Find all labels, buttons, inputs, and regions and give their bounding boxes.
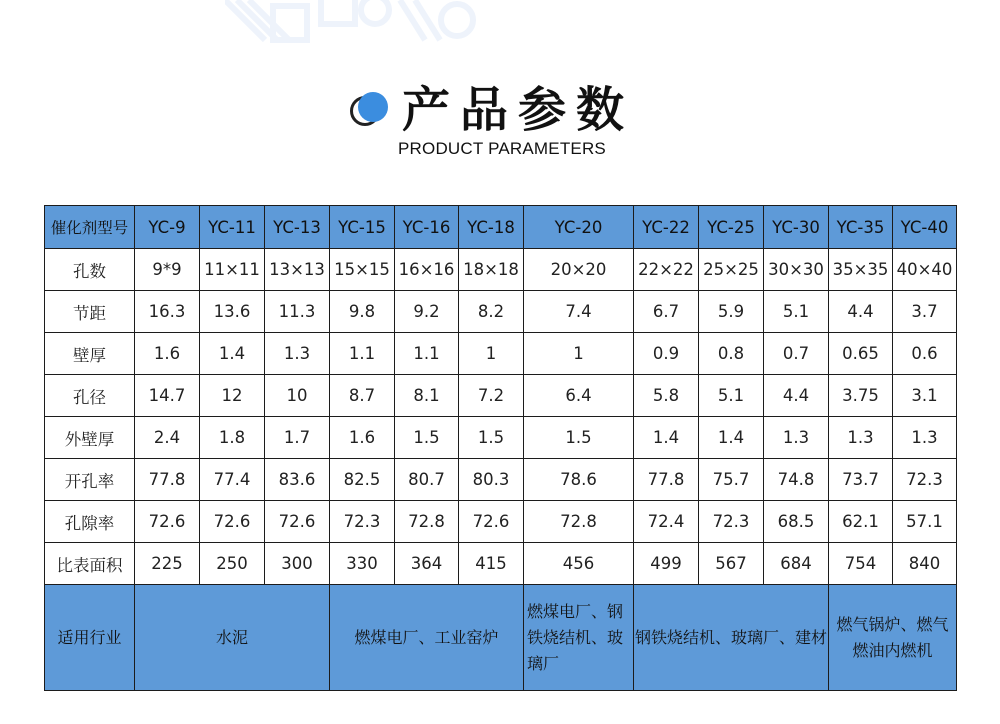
- table-cell: 0.9: [634, 333, 699, 375]
- table-cell: 1.4: [634, 417, 699, 459]
- table-cell: 1.7: [265, 417, 330, 459]
- table-cell: 16.3: [135, 291, 200, 333]
- row-label: 节距: [45, 291, 135, 333]
- table-cell: 80.7: [395, 459, 459, 501]
- table-cell: 3.7: [893, 291, 957, 333]
- table-row: [45, 249, 957, 291]
- table-cell: 4.4: [764, 375, 829, 417]
- row-label: 开孔率: [45, 459, 135, 501]
- table-row: [45, 501, 957, 543]
- table-cell: 11.3: [265, 291, 330, 333]
- table-cell: 14.7: [135, 375, 200, 417]
- table-cell: 330: [330, 543, 395, 585]
- table-cell: 72.6: [459, 501, 524, 543]
- table-cell: 499: [634, 543, 699, 585]
- table-cell: 57.1: [893, 501, 957, 543]
- table-cell: 0.8: [699, 333, 764, 375]
- table-cell: 12: [200, 375, 265, 417]
- table-cell: 250: [200, 543, 265, 585]
- decorative-circuit-pattern: [225, 0, 485, 48]
- table-header-cell: YC-11: [200, 206, 265, 249]
- table-header-cell: YC-35: [829, 206, 893, 249]
- table-cell: 8.7: [330, 375, 395, 417]
- table-cell: 1.3: [265, 333, 330, 375]
- table-header-cell: 催化剂型号: [45, 206, 135, 249]
- table-cell: 62.1: [829, 501, 893, 543]
- section-title: [350, 84, 634, 136]
- table-cell: 72.6: [200, 501, 265, 543]
- table-cell: 75.7: [699, 459, 764, 501]
- table-cell: 9.8: [330, 291, 395, 333]
- industry-cell: 燃气锅炉、燃气燃油内燃机: [829, 585, 957, 691]
- table-header-cell: YC-13: [265, 206, 330, 249]
- table-cell: 456: [524, 543, 634, 585]
- table-cell: 7.2: [459, 375, 524, 417]
- table-cell: 16×16: [395, 249, 459, 291]
- table-row: [45, 291, 957, 333]
- industry-row: [45, 585, 957, 691]
- industry-cell: 钢铁烧结机、玻璃厂、建材: [634, 585, 829, 691]
- table-cell: 72.3: [699, 501, 764, 543]
- table-cell: 684: [764, 543, 829, 585]
- table-cell: 1: [524, 333, 634, 375]
- table-cell: 72.4: [634, 501, 699, 543]
- row-label: 孔隙率: [45, 501, 135, 543]
- table-header-row: [45, 206, 957, 249]
- table-cell: 82.5: [330, 459, 395, 501]
- table-cell: 72.8: [524, 501, 634, 543]
- table-cell: 80.3: [459, 459, 524, 501]
- table-cell: 567: [699, 543, 764, 585]
- table-cell: 77.4: [200, 459, 265, 501]
- table-cell: 13×13: [265, 249, 330, 291]
- table-cell: 72.8: [395, 501, 459, 543]
- table-cell: 840: [893, 543, 957, 585]
- table-cell: 3.75: [829, 375, 893, 417]
- table-cell: 4.4: [829, 291, 893, 333]
- table-cell: 225: [135, 543, 200, 585]
- table-cell: 1.3: [893, 417, 957, 459]
- table-header-cell: YC-9: [135, 206, 200, 249]
- table-cell: 1.3: [764, 417, 829, 459]
- table-cell: 72.3: [330, 501, 395, 543]
- table-cell: 2.4: [135, 417, 200, 459]
- table-cell: 0.65: [829, 333, 893, 375]
- table-cell: 77.8: [135, 459, 200, 501]
- parameters-table: [44, 205, 957, 691]
- row-label: 壁厚: [45, 333, 135, 375]
- industry-cell: 燃煤电厂、工业窑炉: [330, 585, 524, 691]
- table-header-cell: YC-25: [699, 206, 764, 249]
- table-cell: 74.8: [764, 459, 829, 501]
- table-cell: 40×40: [893, 249, 957, 291]
- table-cell: 73.7: [829, 459, 893, 501]
- table-cell: 13.6: [200, 291, 265, 333]
- industry-cell: 燃煤电厂、钢铁烧结机、玻璃厂: [524, 585, 634, 691]
- table-cell: 1.5: [459, 417, 524, 459]
- table-cell: 72.6: [135, 501, 200, 543]
- industry-cell: 水泥: [135, 585, 330, 691]
- table-cell: 1.4: [200, 333, 265, 375]
- table-cell: 6.4: [524, 375, 634, 417]
- table-cell: 0.6: [893, 333, 957, 375]
- table-row: [45, 333, 957, 375]
- table-row: [45, 417, 957, 459]
- row-label: 孔径: [45, 375, 135, 417]
- page-subtitle: PRODUCT PARAMETERS: [398, 139, 606, 158]
- table-cell: 83.6: [265, 459, 330, 501]
- table-cell: 1.5: [524, 417, 634, 459]
- table-cell: 35×35: [829, 249, 893, 291]
- table-cell: 1.6: [330, 417, 395, 459]
- table-cell: 6.7: [634, 291, 699, 333]
- table-cell: 8.1: [395, 375, 459, 417]
- table-cell: 22×22: [634, 249, 699, 291]
- row-label: 外壁厚: [45, 417, 135, 459]
- table-cell: 11×11: [200, 249, 265, 291]
- table-row: [45, 543, 957, 585]
- row-label: 孔数: [45, 249, 135, 291]
- table-header-cell: YC-22: [634, 206, 699, 249]
- table-cell: 1.1: [330, 333, 395, 375]
- table-cell: 0.7: [764, 333, 829, 375]
- table-cell: 5.8: [634, 375, 699, 417]
- table-cell: 5.1: [699, 375, 764, 417]
- circle-bullet-icon: [350, 90, 390, 130]
- row-label: 比表面积: [45, 543, 135, 585]
- table-cell: 754: [829, 543, 893, 585]
- table-cell: 8.2: [459, 291, 524, 333]
- table-cell: 5.9: [699, 291, 764, 333]
- table-cell: 10: [265, 375, 330, 417]
- table-cell: 15×15: [330, 249, 395, 291]
- page-title: 产品参数: [402, 82, 635, 138]
- table-cell: 72.3: [893, 459, 957, 501]
- industry-label: 适用行业: [45, 585, 135, 691]
- table-cell: 77.8: [634, 459, 699, 501]
- table-header-cell: YC-18: [459, 206, 524, 249]
- table-cell: 1.4: [699, 417, 764, 459]
- table-cell: 1.6: [135, 333, 200, 375]
- table-cell: 7.4: [524, 291, 634, 333]
- table-cell: 5.1: [764, 291, 829, 333]
- table-header-cell: YC-30: [764, 206, 829, 249]
- table-cell: 68.5: [764, 501, 829, 543]
- table-cell: 78.6: [524, 459, 634, 501]
- table-cell: 20×20: [524, 249, 634, 291]
- table-row: [45, 459, 957, 501]
- table-header-cell: YC-16: [395, 206, 459, 249]
- table-cell: 1: [459, 333, 524, 375]
- table-header-cell: YC-15: [330, 206, 395, 249]
- table-cell: 3.1: [893, 375, 957, 417]
- table-cell: 9.2: [395, 291, 459, 333]
- table-cell: 364: [395, 543, 459, 585]
- table-cell: 1.8: [200, 417, 265, 459]
- table-cell: 1.3: [829, 417, 893, 459]
- table-cell: 415: [459, 543, 524, 585]
- table-cell: 18×18: [459, 249, 524, 291]
- table-cell: 1.5: [395, 417, 459, 459]
- table-header-cell: YC-20: [524, 206, 634, 249]
- table-cell: 25×25: [699, 249, 764, 291]
- table-cell: 9*9: [135, 249, 200, 291]
- table-cell: 300: [265, 543, 330, 585]
- table-cell: 72.6: [265, 501, 330, 543]
- table-header-cell: YC-40: [893, 206, 957, 249]
- table-cell: 30×30: [764, 249, 829, 291]
- table-row: [45, 375, 957, 417]
- table-cell: 1.1: [395, 333, 459, 375]
